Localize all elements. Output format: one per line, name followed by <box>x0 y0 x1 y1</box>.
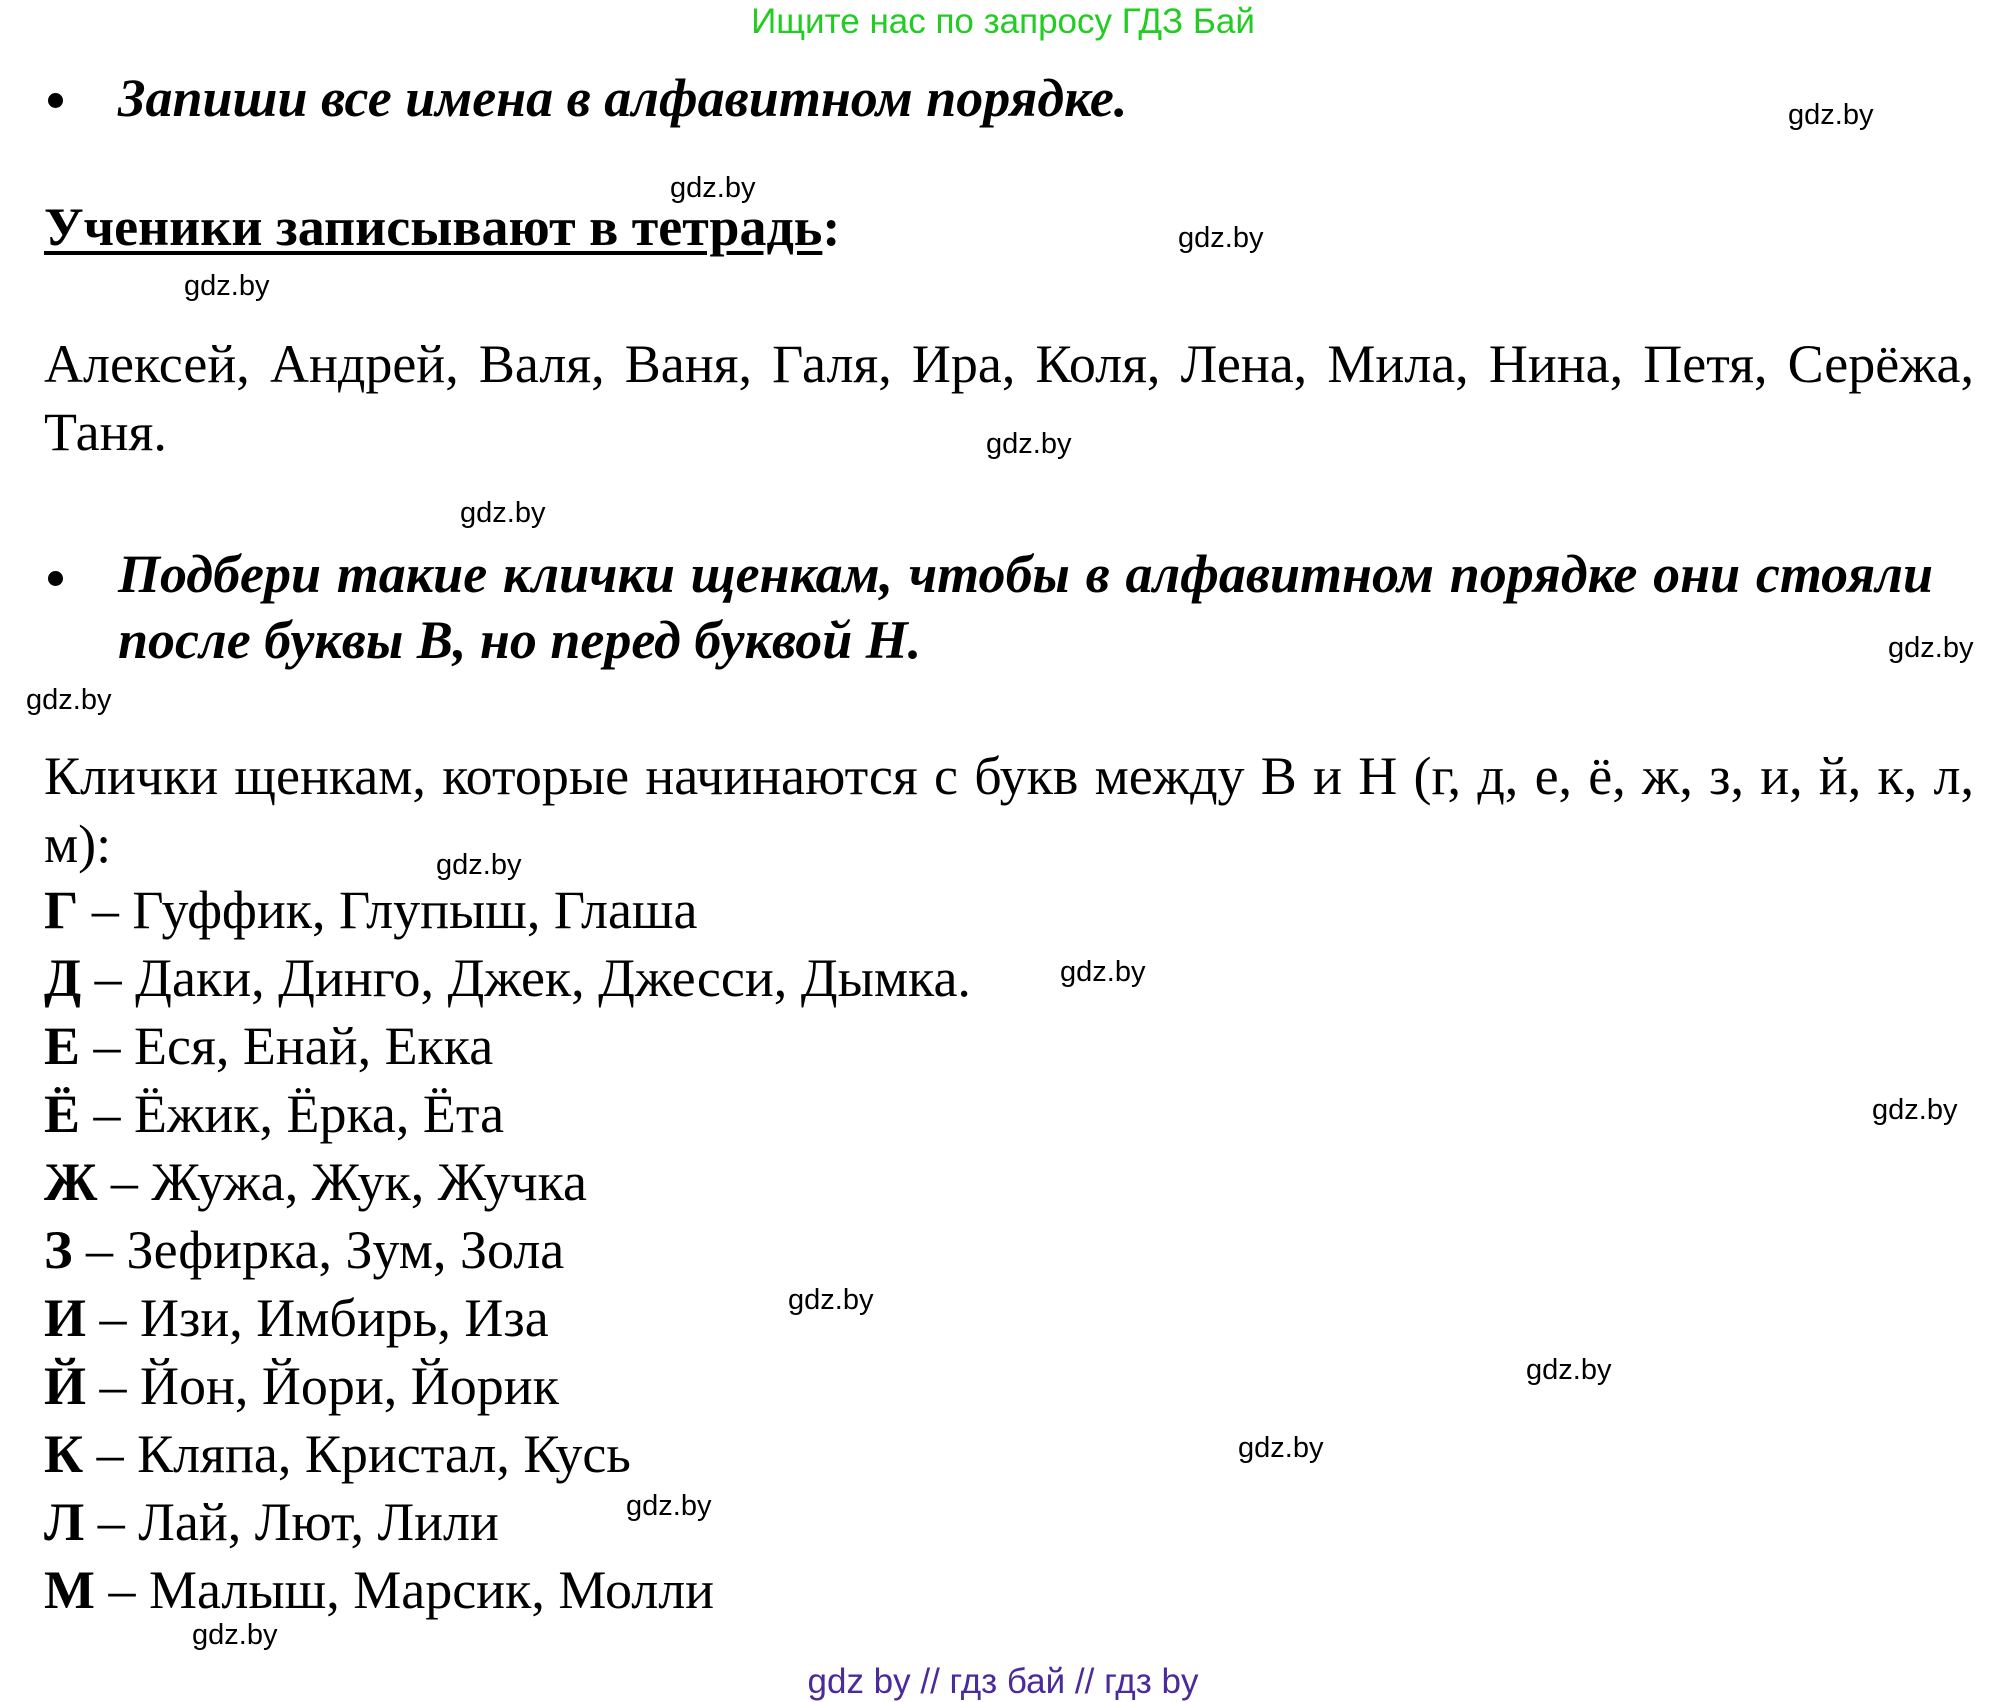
row-letter: К <box>44 1424 84 1484</box>
row-letter: Е <box>44 1016 81 1076</box>
watermark: gdz.by <box>670 172 756 204</box>
row-letter: Д <box>44 948 82 1008</box>
row-names: – Зефирка, Зум, Зола <box>72 1220 565 1280</box>
row-names: – Кляпа, Кристал, Кусь <box>83 1424 631 1484</box>
names-paragraph: Алексей, Андрей, Валя, Ваня, Галя, Ира, Коля, Лена, Мила, Нина, Петя, Серёжа, Таня. <box>44 334 1974 462</box>
heading <box>44 196 840 258</box>
row-names: – Даки, Динго, Джек, Джесси, Дымка. <box>81 948 971 1008</box>
watermark: gdz.by <box>184 270 270 302</box>
row-z <box>44 1217 564 1283</box>
bullet-1 <box>48 93 63 108</box>
row-names: – Малыш, Марсик, Молли <box>94 1560 715 1620</box>
top-banner: Ищите нас по запросу ГДЗ Бай <box>751 2 1255 41</box>
row-names: – Изи, Имбирь, Иза <box>86 1288 549 1348</box>
task-1: Запиши все имена в алфавитном порядке. <box>118 68 1128 128</box>
watermark: gdz.by <box>436 849 522 881</box>
task-2: Подбери такие клички щенкам, чтобы в алфавитном порядке они стояли после буквы В, но перед буквой Н. <box>118 544 1933 670</box>
row-e <box>44 1013 493 1079</box>
row-zh <box>44 1149 587 1215</box>
watermark: gdz.by <box>1238 1432 1324 1464</box>
row-letter: З <box>44 1220 73 1280</box>
row-names: – Гуффик, Глупыш, Глаша <box>78 880 698 940</box>
row-i <box>44 1285 549 1351</box>
row-letter: М <box>44 1560 95 1620</box>
row-y <box>44 1353 559 1419</box>
watermark: gdz.by <box>1872 1094 1958 1126</box>
bullet-2 <box>48 571 63 586</box>
watermark: gdz.by <box>788 1284 874 1316</box>
watermark: gdz.by <box>1788 99 1874 131</box>
row-names: – Еся, Енай, Екка <box>80 1016 494 1076</box>
watermark: gdz.by <box>192 1619 278 1651</box>
heading-colon: : <box>822 197 841 257</box>
row-letter: И <box>44 1288 87 1348</box>
watermark: gdz.by <box>26 684 112 716</box>
footer-links: gdz by // гдз бай // гдз by <box>807 1662 1199 1701</box>
watermark: gdz.by <box>626 1490 712 1522</box>
watermark: gdz.by <box>1060 956 1146 988</box>
row-letter: Г <box>44 880 79 940</box>
row-letter: Ж <box>44 1152 98 1212</box>
row-g <box>44 877 697 943</box>
watermark: gdz.by <box>1178 222 1264 254</box>
row-d <box>44 945 971 1011</box>
row-names: – Ёжик, Ёрка, Ёта <box>80 1084 505 1144</box>
row-names: – Жужа, Жук, Жучка <box>97 1152 587 1212</box>
row-k <box>44 1421 631 1487</box>
row-m <box>44 1557 714 1623</box>
watermark: gdz.by <box>986 428 1072 460</box>
row-yo <box>44 1081 504 1147</box>
row-l <box>44 1489 499 1555</box>
row-names: – Лай, Лют, Лили <box>84 1492 499 1552</box>
intro-paragraph: Клички щенкам, которые начинаются с букв между В и Н (г, д, е, ё, ж, з, и, й, к, л, м): <box>44 746 1974 874</box>
row-letter: Л <box>44 1492 85 1552</box>
row-letter: Ё <box>44 1084 81 1144</box>
row-names: – Йон, Йори, Йорик <box>86 1356 559 1416</box>
watermark: gdz.by <box>1888 632 1974 664</box>
row-letter: Й <box>44 1356 87 1416</box>
watermark: gdz.by <box>460 497 546 529</box>
watermark: gdz.by <box>1526 1354 1612 1386</box>
heading-text: Ученики записывают в тетрадь <box>44 197 823 257</box>
